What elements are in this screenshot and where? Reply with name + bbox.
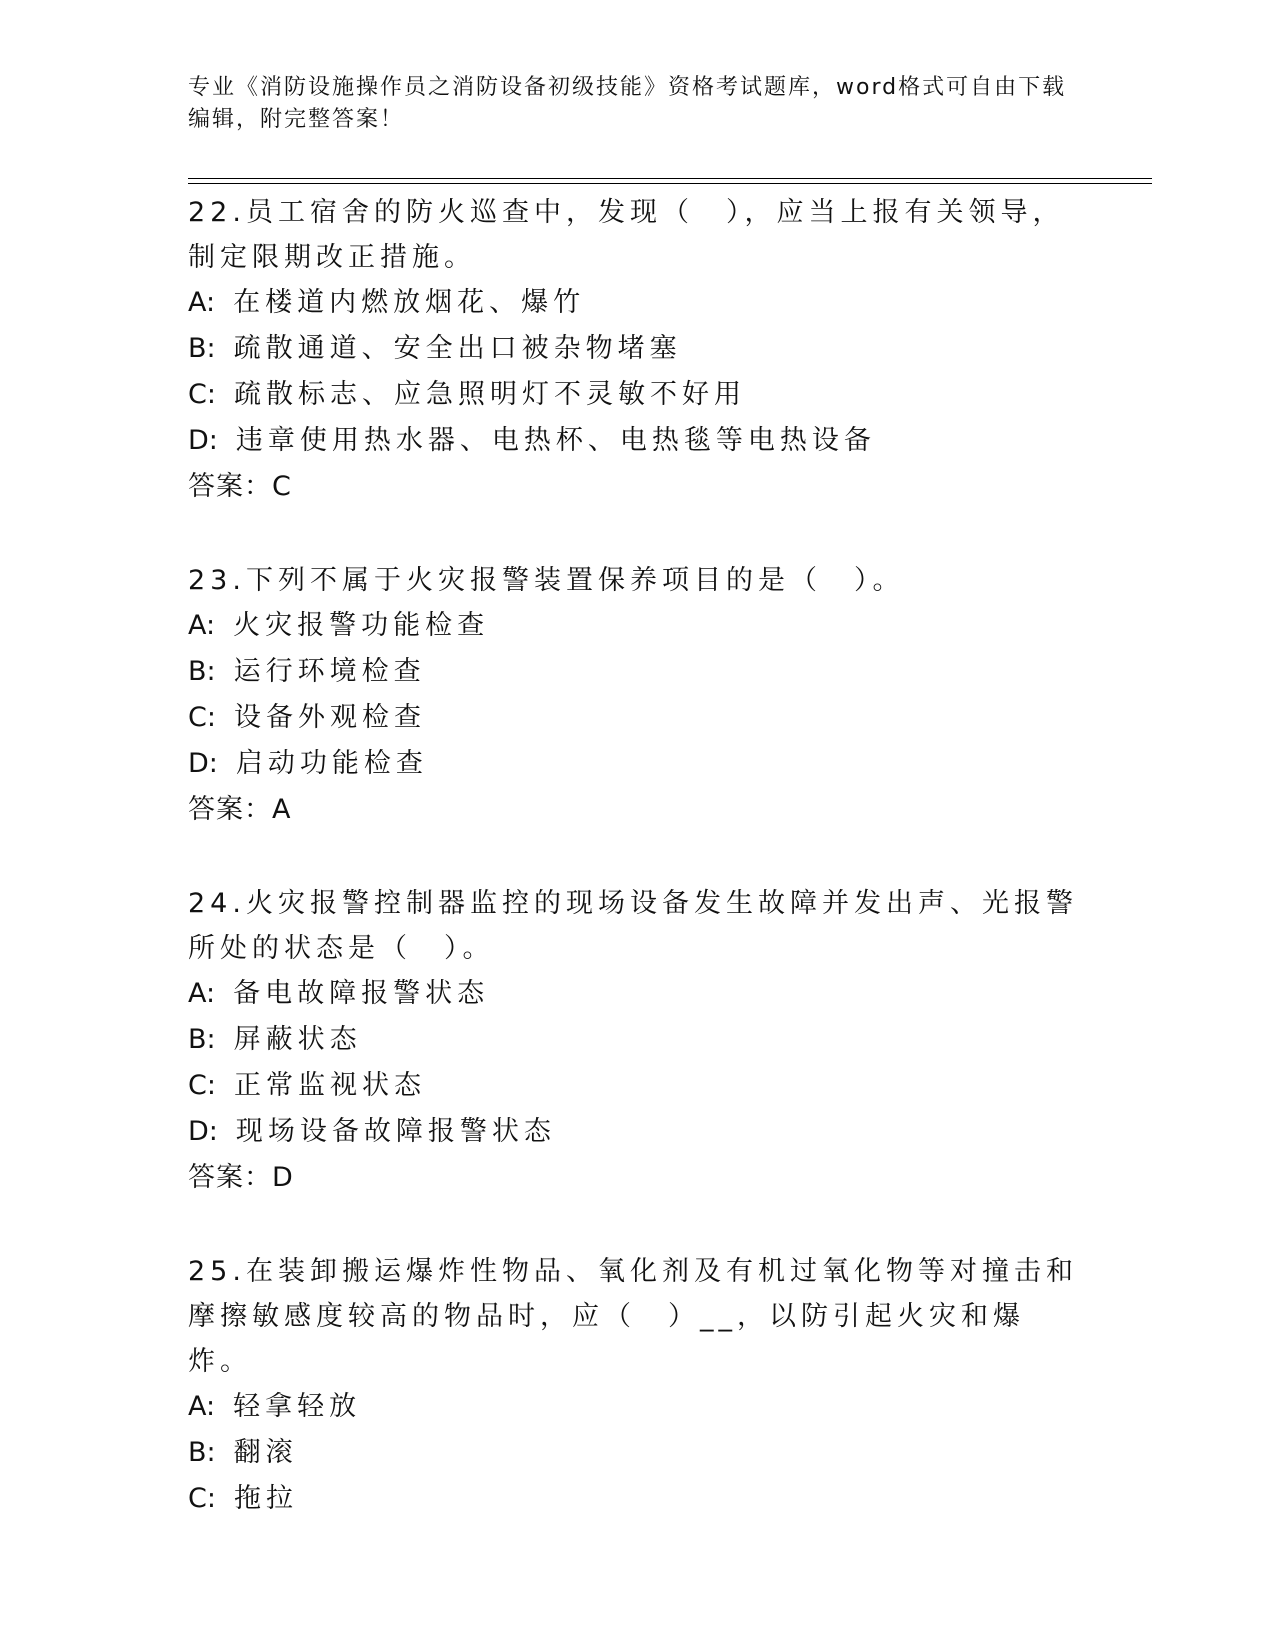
option-text: 屏蔽状态 xyxy=(233,1024,362,1055)
option-letter: A: xyxy=(188,1391,216,1422)
option-b xyxy=(188,1017,1088,1063)
option-b xyxy=(188,326,1088,372)
option-text: 运行环境检查 xyxy=(233,656,426,687)
option-letter: D: xyxy=(188,748,218,779)
option-letter: A: xyxy=(188,610,216,641)
question-text: 22.员工宿舍的防火巡查中，发现（ ），应当上报有关领导，制定限期改正措施。 xyxy=(188,197,1065,273)
option-letter: C: xyxy=(188,702,216,733)
option-text: 火灾报警功能检查 xyxy=(233,610,490,641)
option-letter: D: xyxy=(188,1116,218,1147)
question-text: 25.在装卸搬运爆炸性物品、氧化剂及有机过氧化物等对撞击和摩擦敏感度较高的物品时，应（ ）__，以防引起火灾和爆炸。 xyxy=(188,1256,1078,1377)
question-25 xyxy=(188,1249,1088,1522)
header-divider-bottom xyxy=(188,183,1152,184)
option-a xyxy=(188,603,1088,649)
answer-line: 答案：C xyxy=(188,471,292,502)
option-letter: A: xyxy=(188,287,216,318)
option-b xyxy=(188,1430,1088,1476)
option-c xyxy=(188,1476,1088,1522)
option-text: 备电故障报警状态 xyxy=(233,978,490,1009)
header-divider-top xyxy=(188,178,1152,179)
question-24 xyxy=(188,881,1088,1201)
option-d xyxy=(188,1109,1088,1155)
question-text: 24.火灾报警控制器监控的现场设备发生故障并发出声、光报警所处的状态是（ ）。 xyxy=(188,888,1078,964)
option-text: 疏散通道、安全出口被杂物堵塞 xyxy=(233,333,682,364)
question-22 xyxy=(188,190,1088,510)
option-a xyxy=(188,1384,1088,1430)
option-text: 启动功能检查 xyxy=(235,748,428,779)
option-d xyxy=(188,741,1088,787)
option-text: 正常监视状态 xyxy=(233,1070,426,1101)
option-letter: C: xyxy=(188,1483,216,1514)
document-header: 专业《消防设施操作员之消防设备初级技能》资格考试题库，word格式可自由下载编辑，附完整答案！ xyxy=(188,75,1067,132)
option-a xyxy=(188,971,1088,1017)
option-letter: D: xyxy=(188,425,218,456)
option-a xyxy=(188,280,1088,326)
option-text: 拖拉 xyxy=(233,1483,298,1514)
option-text: 违章使用热水器、电热杯、电热毯等电热设备 xyxy=(235,425,876,456)
option-c xyxy=(188,1063,1088,1109)
option-text: 在楼道内燃放烟花、爆竹 xyxy=(233,287,586,318)
question-list xyxy=(188,190,1088,1570)
option-letter: B: xyxy=(188,333,216,364)
option-d xyxy=(188,418,1088,464)
option-c xyxy=(188,695,1088,741)
option-b xyxy=(188,649,1088,695)
option-text: 轻拿轻放 xyxy=(233,1391,362,1422)
option-text: 翻滚 xyxy=(233,1437,298,1468)
option-text: 现场设备故障报警状态 xyxy=(235,1116,556,1147)
option-c xyxy=(188,372,1088,418)
answer-line: 答案：D xyxy=(188,1162,294,1193)
option-letter: B: xyxy=(188,1024,216,1055)
option-text: 疏散标志、应急照明灯不灵敏不好用 xyxy=(233,379,746,410)
question-text: 23.下列不属于火灾报警装置保养项目的是（ ）。 xyxy=(188,565,905,596)
option-letter: A: xyxy=(188,978,216,1009)
answer-line: 答案：A xyxy=(188,794,292,825)
question-23 xyxy=(188,558,1088,833)
option-text: 设备外观检查 xyxy=(233,702,426,733)
option-letter: C: xyxy=(188,1070,216,1101)
option-letter: C: xyxy=(188,379,216,410)
option-letter: B: xyxy=(188,656,216,687)
option-letter: B: xyxy=(188,1437,216,1468)
